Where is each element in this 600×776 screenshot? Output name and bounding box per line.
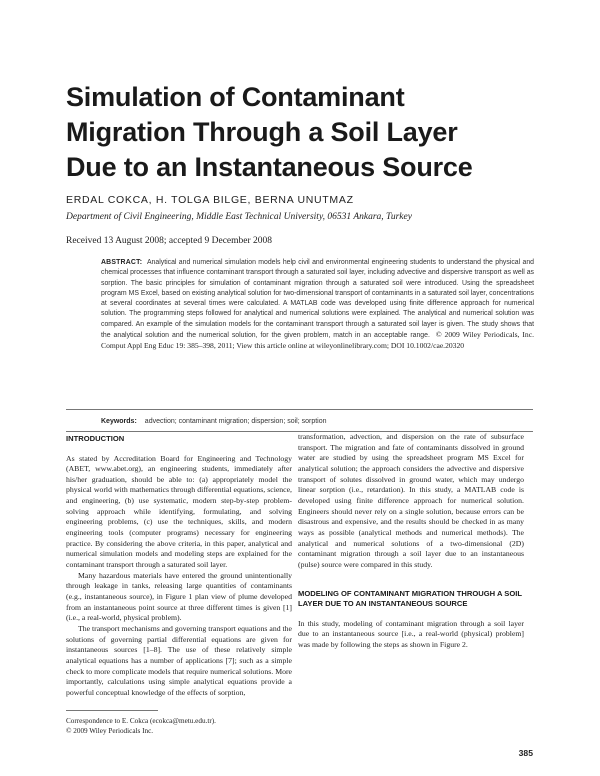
copyright-note: © 2009 Wiley Periodicals Inc. [66,727,154,735]
author-list: ERDAL COKCA, H. TOLGA BILGE, BERNA UNUTMAZ [66,194,354,206]
divider-rule [66,409,533,410]
right-column [298,432,524,651]
intro-paragraph-2: Many hazardous materials have entered the ground unintentionally through leakage in tanks, releasing large quantities of contaminants (e.g., instantaneous source), in Figure 1 plan view of plume developed from an instantaneous point source at three different times is given [1] (i.e., a real-world, physical problem). [66,570,292,623]
intro-paragraph-1: As stated by Accreditation Board for Engineering and Technology (ABET, www.abet.org), an engineering students, immediately after his/her graduation, should be able to: (a) appropriately model the physical world with mathematics through differential equations, science, and engineering, (b) use systematic, modern step-by-step problem-solving approach while identifying, formulating, and solving engineering problems, (c) use the techniques, skills, and modern engineering tools (computer programs) necessary for engineering practice. By considering the above criteria, in this paper, analytical and numerical simulation models and modeling steps are explained for the contaminant transport through a saturated soil layer. [66,453,292,570]
abstract-citation: © 2009 Wiley Periodicals, Inc. Comput Appl Eng Educ 19: 385–398, 2011; View this article online at wileyonlinelibrary.com; DOI 10.1002/cae.20320 [101,330,534,351]
footnotes [66,716,292,736]
abstract-label: ABSTRACT: [101,259,143,266]
section-heading-modeling: MODELING OF CONTAMINANT MIGRATION THROUGH A SOIL LAYER DUE TO AN INSTANTANEOUS SOURCE [298,588,522,609]
left-column [66,432,292,699]
correspondence-note: Correspondence to E. Cokca (ecokca@metu.edu.tr). [66,717,216,725]
article-title [66,80,566,185]
abstract [101,258,534,353]
title-line: Migration Through a Soil Layer [66,117,458,147]
author-affiliation: Department of Civil Engineering, Middle East Technical University, 06531 Ankara, Turkey [66,212,412,222]
intro-paragraph-3-continued: transformation, advection, and dispersion on the rate of subsurface transport. The migration and fate of contaminants dissolved in ground water are studied by using the spreadsheet program MS Excel for analytical solution; the approach considers the advective and dispersive transport of solutes dissolved in ground water, which may undergo linear sorption (i.e., retardation). In this study, a MATLAB code is developed using finite difference approach for numerical solution. Engineers should never rely on a single solution, because errors can be disastrous and expensive, and the results should be checked in as many ways as possible (analytical methods and numerical methods). The analytical and numerical solutions of a two-dimensional (2D) contaminant migration through a soil layer due to an instantaneous (pulse) source were compared in this study. [298,432,524,569]
keywords-label: Keywords: [101,418,137,425]
title-line: Due to an Instantaneous Source [66,152,473,182]
footnote-rule [66,710,158,711]
keywords-text: advection; contaminant migration; dispersion; soil; sorption [144,418,327,425]
abstract-text: Analytical and numerical simulation models help civil and environmental engineering students to understand the physical and chemical processes that influence contaminant transport through a saturated soil layer, including advective and dispersive transport as well as sorption. The basic principles for simulation of contaminant migration through a saturated soil were introduced. Using the spreadsheet program MS Excel, based on existing analytical solution for two-dimensional transport of contaminants in a saturated soil layer, concentrations at several coordinates at several times were calculated. A MATLAB code was developed using finite difference approach for numerical solution. The programming steps followed for analytical and numerical solutions were explained. The analytical and numerical solution was compared. An example of the simulation models for the contaminant transport through a saturated soil layer is given. The study shows that the analytical solution and the numerical solution, for the given problem, match in an acceptable range. [101,259,534,340]
modeling-paragraph-1: In this study, modeling of contaminant migration through a soil layer due to an instantaneous source [i.e., a real-world (physical) problem] was made by following the steps as shown in Figure 2. [298,618,524,649]
keywords [101,418,534,425]
section-heading-introduction: INTRODUCTION [66,434,125,443]
page-number: 385 [518,748,533,758]
received-dates: Received 13 August 2008; accepted 9 December 2008 [66,236,273,246]
title-line: Simulation of Contaminant [66,82,405,112]
intro-paragraph-3: The transport mechanisms and governing transport equations and the solutions of governing partial differential equations are given for instantaneous sources [1–8]. The use of these relatively simple analytical equations has a number of applications [7]; such as a simple check to more complicate models that require numerical solutions. More importantly, calculations using simple analytical equations provide a powerful conceptual knowledge of the effects of sorption, [66,624,292,697]
